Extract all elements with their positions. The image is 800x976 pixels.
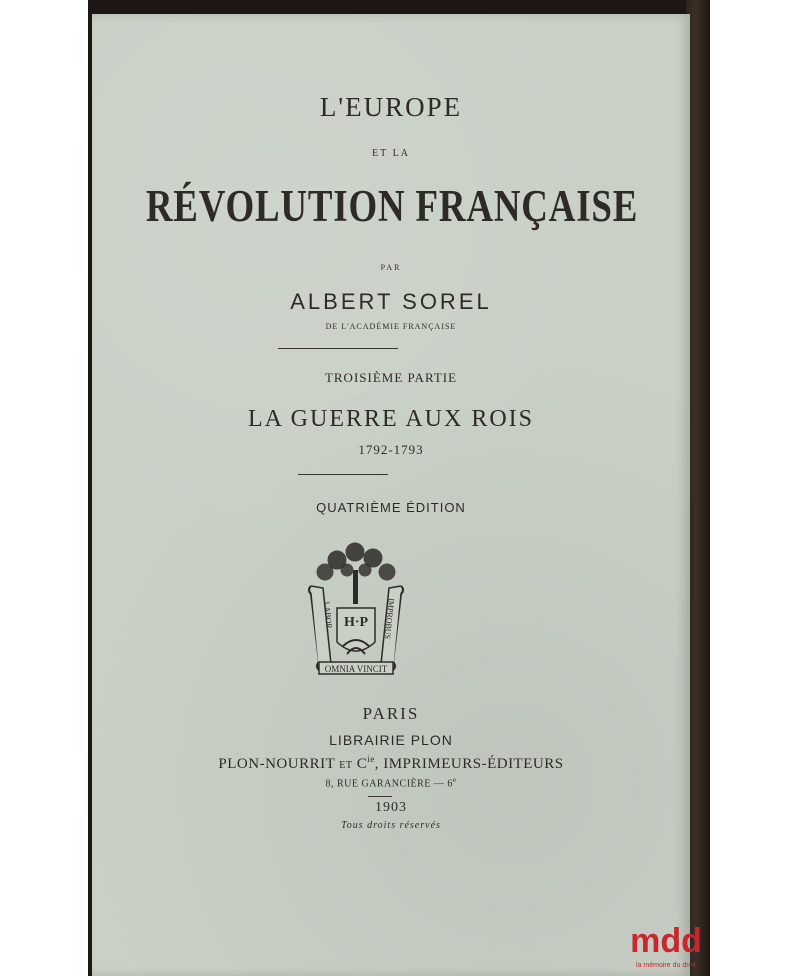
by-label: PAR	[380, 263, 402, 272]
emblem-motto-bottom: OMNIA VINCIT	[324, 664, 388, 674]
mdd-watermark	[628, 918, 704, 976]
part-label: TROISIÈME PARTIE	[324, 370, 458, 385]
main-title: RÉVOLUTION FRANÇAISE	[145, 181, 639, 231]
publisher-et: ET	[339, 760, 353, 771]
imprint-publisher	[92, 754, 690, 773]
divider-rule	[368, 796, 392, 797]
author-affiliation: DE L'ACADÉMIE FRANÇAISE	[325, 322, 457, 331]
emblem-motto-left: LABOR	[322, 601, 334, 630]
publisher-emblem-icon	[297, 542, 415, 682]
rights-notice: Tous droits réservés	[341, 820, 441, 831]
divider-rule	[278, 348, 398, 349]
publisher-cie-sup: ie	[367, 754, 375, 764]
title-line-europe: L'EUROPE	[319, 92, 463, 122]
imprint-year: 1903	[375, 800, 407, 815]
emblem-monogram: H·P	[343, 615, 369, 630]
volume-subtitle: LA GUERRE AUX ROIS	[247, 406, 535, 432]
publisher-role: , IMPRIMEURS-ÉDITEURS	[374, 756, 564, 772]
volume-dates: 1792-1793	[358, 442, 424, 457]
mdd-caption: la mémoire du droit	[636, 962, 696, 969]
divider-rule	[298, 474, 388, 475]
scan-border-top	[92, 0, 710, 14]
imprint-address	[92, 776, 690, 789]
publisher-cie: C	[356, 756, 368, 772]
author-name: ALBERT SOREL	[290, 289, 492, 314]
emblem-motto-right: IMPROBUS	[382, 597, 396, 640]
title-page	[92, 14, 690, 976]
address-text: 8, RUE GARANCIÈRE — 6	[325, 778, 453, 790]
mdd-logo-icon	[628, 918, 704, 958]
imprint-city: PARIS	[362, 704, 420, 723]
publisher-name: PLON-NOURRIT	[218, 756, 335, 772]
imprint-librairie: LIBRAIRIE PLON	[329, 732, 453, 748]
svg-text:mdd: mdd	[630, 922, 702, 958]
edition-label: QUATRIÈME ÉDITION	[316, 500, 466, 515]
address-sup: e	[452, 776, 457, 784]
title-line-et-la: ET LA	[372, 148, 410, 159]
